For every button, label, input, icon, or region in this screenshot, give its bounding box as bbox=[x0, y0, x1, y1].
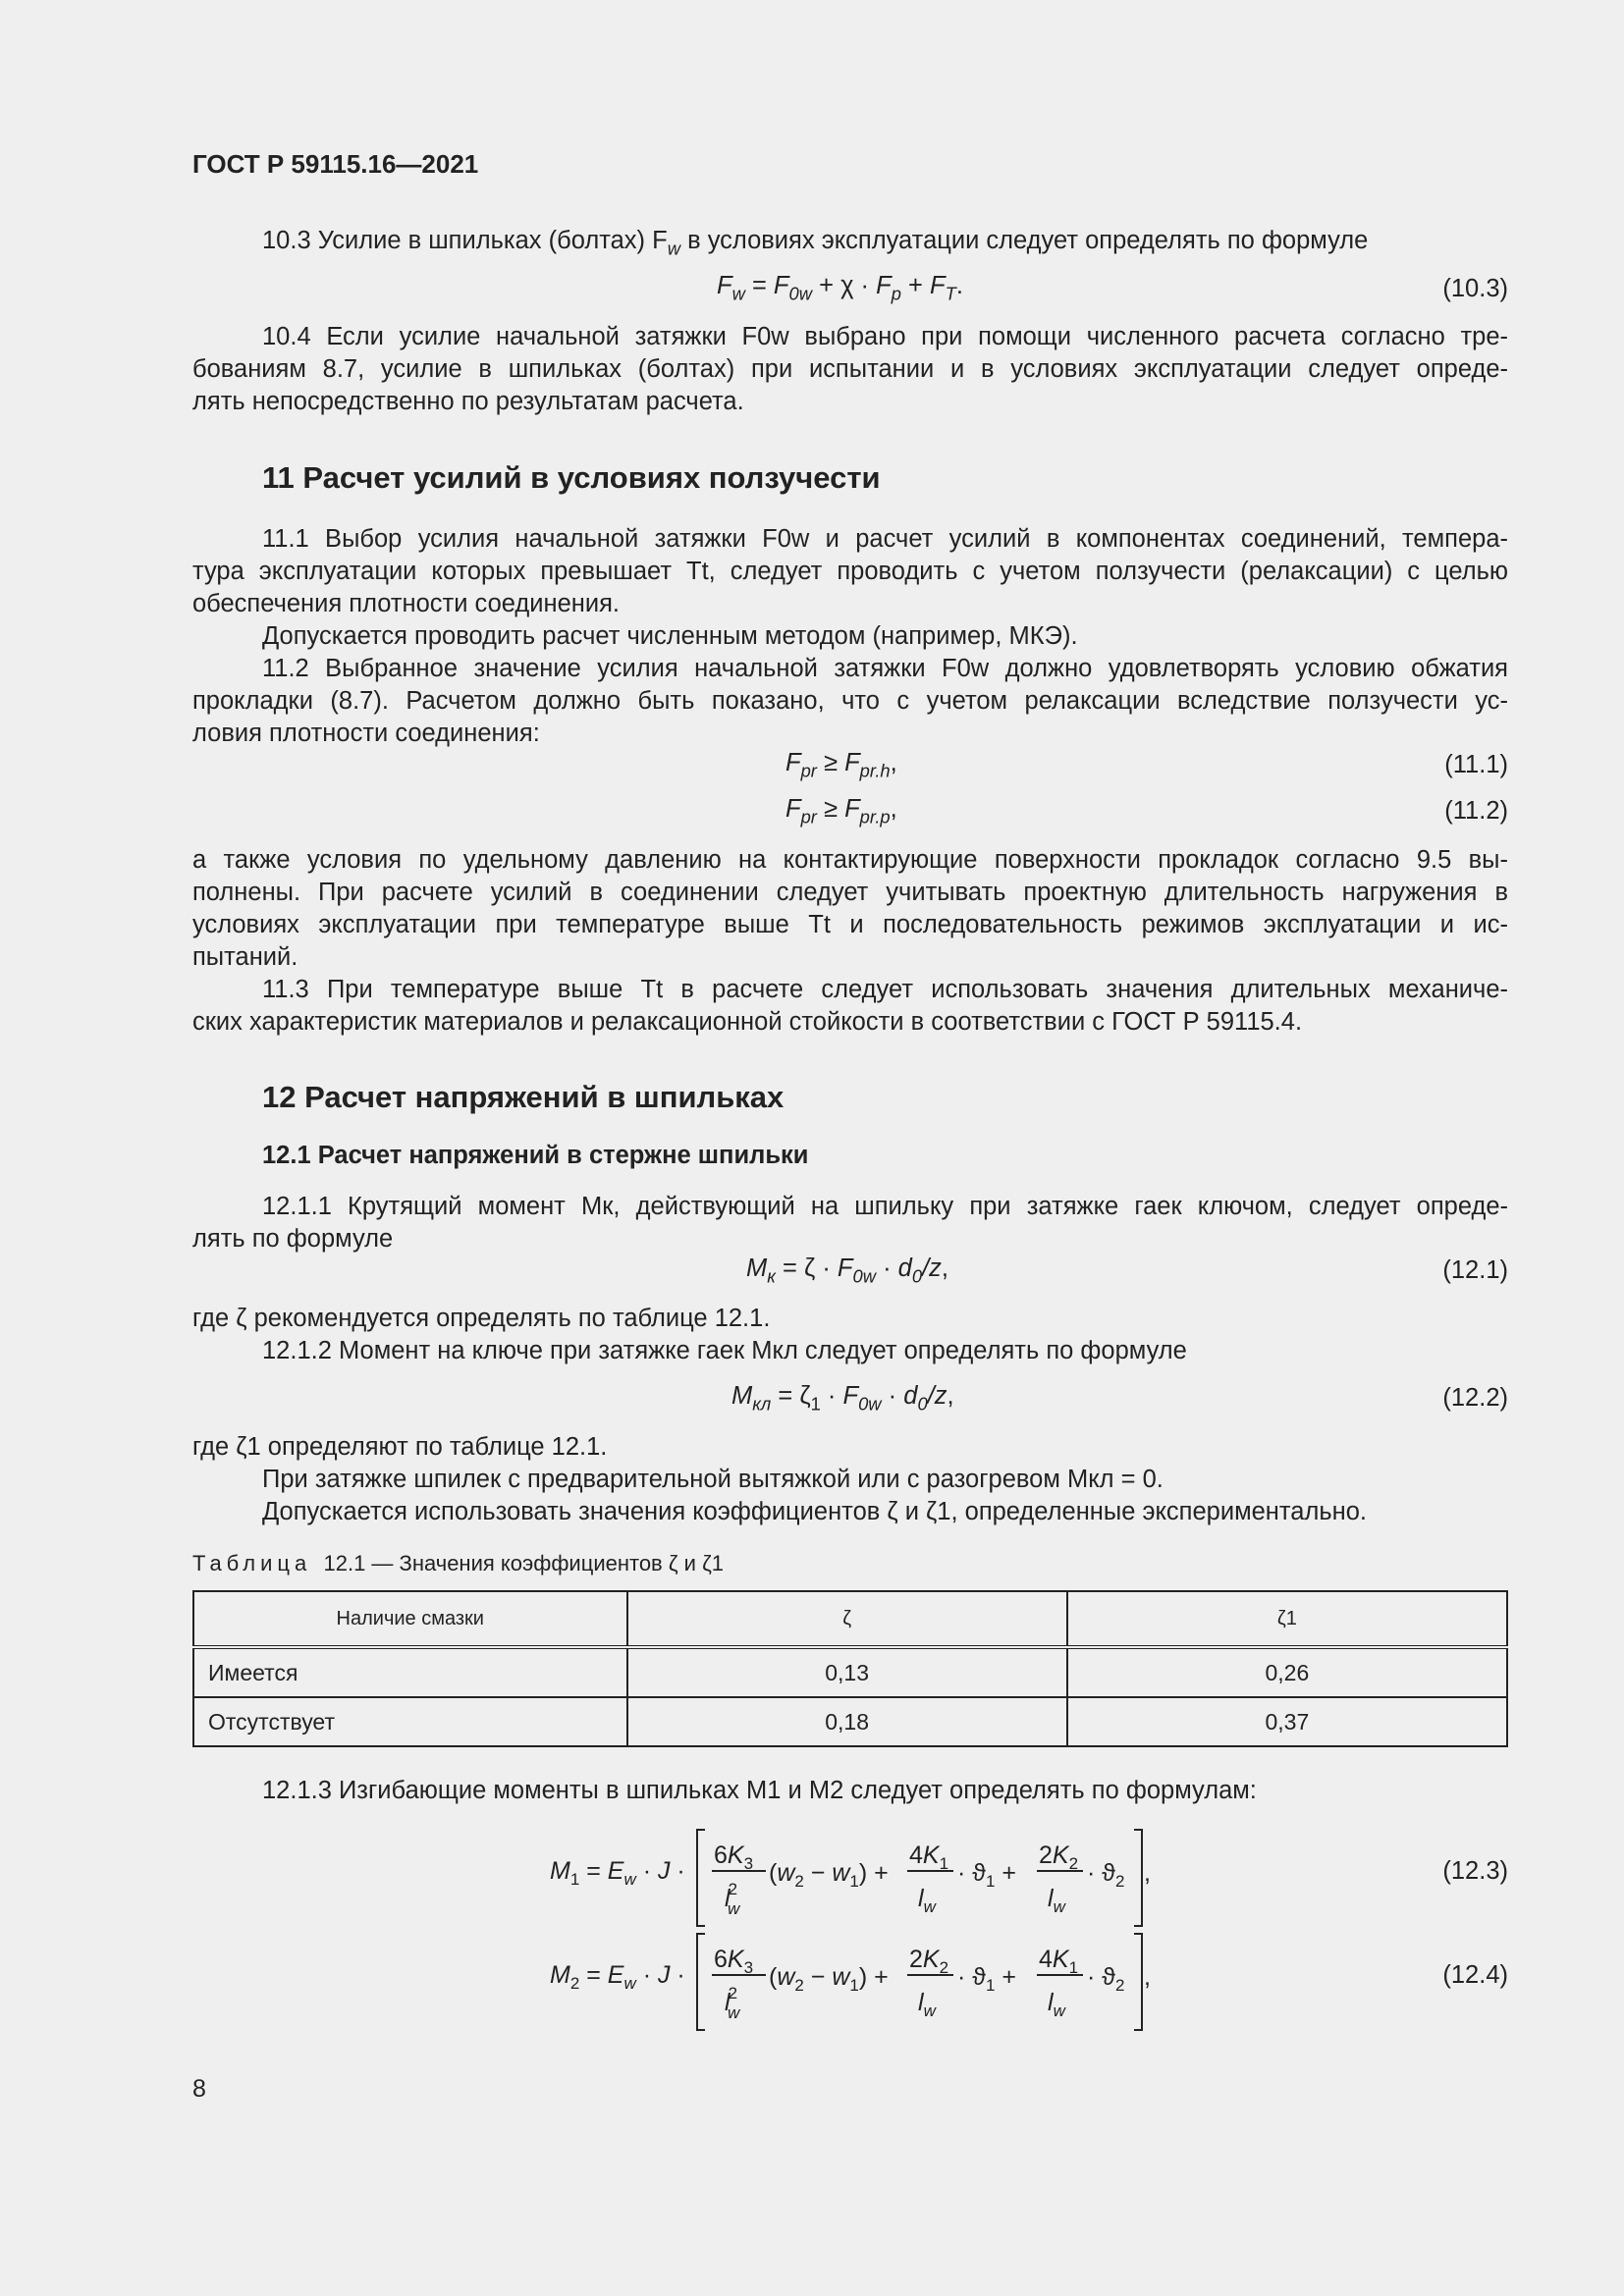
equation-number-12-1: (12.1) bbox=[1442, 1256, 1508, 1284]
svg-text:4K1: $4K_1$ bbox=[1039, 1946, 1079, 1977]
equation-number-12-4: (12.4) bbox=[1442, 1961, 1508, 1989]
paragraph-11-1: 11.1 Выбор усилия начальной затяжки F0w и расчет усилий в компонентах соединений, темпера- тура эксплуатации которых превышает Tt, следует проводить с учетом ползучести (релаксации) с целью обеспечения плотности соединения. bbox=[192, 525, 1508, 617]
table-row bbox=[193, 1697, 1507, 1746]
svg-text:· ϑ1 +: · $ϑ_1$ + bbox=[957, 1963, 1016, 1995]
paragraph-12-1-2-note: где ζ1 определяют по таблице 12.1. bbox=[192, 1433, 608, 1461]
formula-12-3 bbox=[545, 1816, 1154, 1934]
table-header-zeta: ζ bbox=[627, 1591, 1067, 1647]
svg-text:2K2: $2K_2$ bbox=[1039, 1842, 1079, 1873]
page-number: 8 bbox=[192, 2075, 206, 2103]
table-cell: 0,26 bbox=[1067, 1647, 1507, 1697]
formula-12-4 bbox=[545, 1920, 1154, 2038]
svg-text:2K2: $2K_2$ bbox=[909, 1946, 949, 1977]
svg-text:M2 = Ew · J ·: $M_2 = E_w \cdot J$ · bbox=[550, 1961, 685, 1993]
paragraph-12-1-3: 12.1.3 Изгибающие моменты в шпильках M1 и M2 следует определять по формулам: bbox=[262, 1777, 1257, 1804]
table-row bbox=[193, 1647, 1507, 1697]
svg-text:,: , bbox=[1144, 1963, 1151, 1991]
svg-text:lw: $l_w$ bbox=[1048, 1885, 1065, 1916]
paragraph-12-1-1: 12.1.1 Крутящий момент Mк, действующий на шпильку при затяжке гаек ключом, следует опреде- лять по формуле bbox=[192, 1193, 1508, 1253]
svg-text:M1 = Ew · J ·: $M_1 = E_w \cdot J$ · bbox=[550, 1857, 685, 1889]
formula-12-1: $M_к = \zeta \cdot F_{0w} \cdot d_0/z$, bbox=[746, 1255, 948, 1287]
equation-number-10-3: (10.3) bbox=[1442, 275, 1508, 302]
svg-text:,: , bbox=[1144, 1859, 1151, 1887]
svg-text:lw: $l_w$ bbox=[1048, 1989, 1065, 2020]
table-header-zeta1: ζ1 bbox=[1067, 1591, 1507, 1647]
section-heading-12: 12 Расчет напряжений в шпильках bbox=[262, 1080, 785, 1114]
svg-text:(w2 − w1) +: $(w_2 - w_1)$ + bbox=[769, 1859, 889, 1891]
table-cell: 0,13 bbox=[627, 1647, 1067, 1697]
table-cell: Отсутствует bbox=[193, 1697, 627, 1746]
equation-number-11-2: (11.2) bbox=[1444, 797, 1508, 825]
table-caption: Таблица 12.1 — Значения коэффициентов ζ и ζ1 bbox=[192, 1551, 725, 1575]
paragraph-10-3: 10.3 Усилие в шпильках (болтах) $F_w$ в условиях эксплуатации следует определять по формуле bbox=[262, 227, 1369, 259]
svg-text:· ϑ2: · $ϑ_2$ bbox=[1087, 1963, 1125, 1995]
document-header: ГОСТ Р 59115.16—2021 bbox=[192, 149, 479, 179]
svg-text:l2w: l2 w bbox=[725, 1984, 740, 2022]
formula-10-3: $F_w = F_{0w} + \chi \cdot F_p + F_T$. bbox=[717, 272, 963, 304]
svg-text:lw: $l_w$ bbox=[918, 1885, 936, 1916]
equation-number-11-1: (11.1) bbox=[1444, 751, 1508, 778]
svg-text:6K3: $6K_3$ bbox=[714, 1842, 754, 1873]
paragraph-11-2-cont: а также условия по удельному давлению на контактирующие поверхности прокладок согласно 9.5 вы- полнены. При расчете усилий в соединении следует учитывать проектную длительность нагружения в условиях эксплуатации при температуре выше Tt и последовательность режимов эксплуатации и ис- пытаний. bbox=[192, 846, 1508, 971]
section-heading-11: 11 Расчет усилий в условиях ползучести bbox=[262, 460, 881, 495]
svg-text:· ϑ1 +: · $ϑ_1$ + bbox=[957, 1859, 1016, 1891]
svg-text:l2w: l2 w bbox=[725, 1880, 740, 1918]
paragraph-10-4: 10.4 Если усилие начальной затяжки F0w выбрано при помощи численного расчета согласно тре- бованиям 8.7, усилие в шпильках (болтах) при испытании и в условиях эксплуатации следует опреде- лять непосредственно по результатам расчета. bbox=[192, 323, 1508, 415]
svg-text:6K3: $6K_3$ bbox=[714, 1946, 754, 1977]
table-header-lubrication: Наличие смазки bbox=[193, 1591, 627, 1647]
svg-text:· ϑ2: · $ϑ_2$ bbox=[1087, 1859, 1125, 1891]
subsection-heading-12-1: 12.1 Расчет напряжений в стержне шпильки bbox=[262, 1142, 809, 1169]
paragraph-12-1-1-note: где ζ рекомендуется определять по таблице 12.1. bbox=[192, 1305, 771, 1332]
table-cell: Имеется bbox=[193, 1647, 627, 1697]
paragraph-11-2: 11.2 Выбранное значение усилия начальной затяжки F0w должно удовлетворять условию обжатия прокладки (8.7). Расчетом должно быть показано, что с учетом релаксации вследствие ползучести ус- ловия плотности соединения: bbox=[192, 655, 1508, 747]
formula-11-1: $F_{pr} \ge F_{pr.h}$, bbox=[785, 749, 897, 781]
paragraph-11-3: 11.3 При температуре выше Tt в расчете следует использовать значения длительных механиче- ских характеристик материалов и релаксационной стойкости в соответствии с ГОСТ Р 59115.4. bbox=[192, 976, 1508, 1036]
svg-text:lw: $l_w$ bbox=[918, 1989, 936, 2020]
svg-text:4K1: $4K_1$ bbox=[909, 1842, 949, 1873]
table-header-row bbox=[193, 1591, 1507, 1647]
table-cell: 0,18 bbox=[627, 1697, 1067, 1746]
paragraph-12-1-2-experimental: Допускается использовать значения коэффициентов ζ и ζ1, определенные экспериментально. bbox=[262, 1498, 1367, 1525]
equation-number-12-3: (12.3) bbox=[1442, 1857, 1508, 1885]
formula-11-2: $F_{pr} \ge F_{pr.p}$, bbox=[785, 795, 897, 828]
svg-text:(w2 − w1) +: $(w_2 - w_1)$ + bbox=[769, 1963, 889, 1995]
formula-12-2: $M_{кл} = \zeta_1 \cdot F_{0w} \cdot d_0/z$, bbox=[731, 1382, 954, 1415]
paragraph-12-1-2: 12.1.2 Момент на ключе при затяжке гаек Mкл следует определять по формуле bbox=[262, 1337, 1187, 1364]
paragraph-12-1-2-prestretch: При затяжке шпилек с предварительной вытяжкой или с разогревом Mкл = 0. bbox=[262, 1466, 1164, 1493]
table-cell: 0,37 bbox=[1067, 1697, 1507, 1746]
equation-number-12-2: (12.2) bbox=[1442, 1384, 1508, 1412]
paragraph-11-1-note: Допускается проводить расчет численным методом (например, МКЭ). bbox=[262, 622, 1078, 650]
coefficients-table bbox=[192, 1590, 1508, 1747]
